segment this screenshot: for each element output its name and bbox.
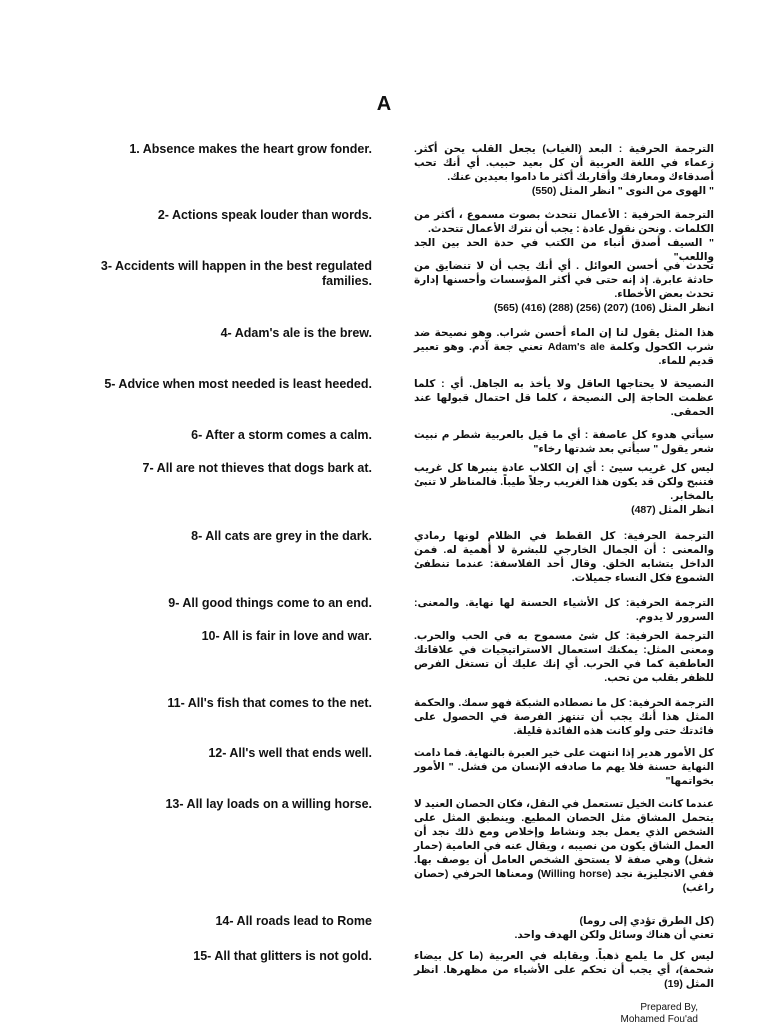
- english-proverb: 4- Adam's ale is the brew.: [220, 326, 372, 340]
- arabic-explanation: الترجمة الحرفية : الأعمال تتحدث بصوت مسموع ، أكثر من الكلمات . ونحن نقول عادة : يجب أن نترك الأعمال تتحدث. " السيف أصدق أنباء من الكتب في حدة الحد بين الجد واللعب": [414, 209, 714, 263]
- english-proverb: 15- All that glitters is not gold.: [193, 949, 372, 963]
- english-proverb: 9- All good things come to an end.: [168, 596, 372, 610]
- english-proverb: 3- Accidents will happen in the best regulated families.: [100, 259, 372, 288]
- english-proverb: 10- All is fair in love and war.: [201, 629, 372, 643]
- arabic-explanation: ليس كل غريب سيئ : أي إن الكلاب عادة ينبرها كل غريب فتنبح ولكن قد يكون هذا الغريب رجلاً طيباً. فالمناظر لا تنبئ بالمخابر. انظر المثل (487): [414, 462, 714, 516]
- arabic-explanation: سيأتي هدوء كل عاصفة : أي ما قيل بالعربية شطر م نبيت شعر يقول " سيأتي بعد شدتها رخاء": [414, 429, 714, 455]
- english-proverb: 1. Absence makes the heart grow fonder.: [129, 142, 372, 156]
- arabic-explanation: النصيحة لا يحتاجها العاقل ولا يأخذ به الجاهل. أي : كلما عظمت الحاجة إلى النصيحة ، كلما قل احتمال قبولها عند الحمقى.: [414, 378, 714, 418]
- arabic-explanation: عندما كانت الخيل تستعمل في النقل، فكان الحصان العنيد لا يتحمل المشاق مثل الحصان المطيع. وينطبق المثل على الشخص الذي يعمل بجد ونشاط وإخلاص ومع ذلك نجد أن العمل الشاق يكون من نصيبه ، ويقال عنه في العامية (حمار شغل) وهي صفة لا يستحق الشخص العامل أن يوصف بها. ففي الانجليزية نجد (Willing horse) ومعناها الحرفي (حصان راغب): [414, 798, 715, 894]
- english-proverb: 2- Actions speak louder than words.: [157, 208, 372, 222]
- english-proverb: 12- All's well that ends well.: [208, 746, 372, 760]
- english-proverb: 13- All lay loads on a willing horse.: [165, 797, 372, 811]
- arabic-explanation: الترجمة الحرفية: كل القطط في الظلام لونها رمادي والمعنى : أن الجمال الخارجي للبشرة لا أهمية له. فمن الداخل يتشابه الخلق. وقال أحد الفلاسفة: عندما تنطفئ الشموع فكل النساء جميلات.: [414, 530, 714, 584]
- arabic-explanation: الترجمة الحرفية : البعد (الغياب) يجعل القلب يحن أكثر. زعماء في اللغة العربية أن كل بعيد حبيب. أي أنك تحب أصدقاءك ومعارفك وأقاربك أكثر ما داموا بعيدين عنك. " الهوى من النوى " انظر المثل (550): [414, 143, 714, 197]
- arabic-explanation: ليس كل ما يلمع ذهباً. ويقابله في العربية (ما كل بيضاء شحمة)، أي يجب أن تحكم على الأشياء من مظهرها. انظر المثل (19): [414, 950, 714, 990]
- english-proverb: 7- All are not thieves that dogs bark at.: [142, 461, 372, 475]
- arabic-explanation: كل الأمور هدير إذا انتهت على خير العبرة بالنهاية. فما دامت النهاية حسنة فلا يهم ما صادفه الإنسان من فشل. " الأمور بخواتمها": [414, 747, 714, 787]
- english-proverb: 11- All's fish that comes to the net.: [167, 696, 372, 710]
- page-letter-heading: A: [376, 93, 392, 115]
- english-proverb: 6- After a storm comes a calm.: [191, 428, 372, 442]
- english-proverb: 8- All cats are grey in the dark.: [191, 529, 372, 543]
- author-credit: Prepared By, Mohamed Fou'ad: [620, 1002, 698, 1025]
- english-proverb: 14- All roads lead to Rome: [215, 914, 372, 928]
- arabic-explanation: الترجمة الحرفية: كل الأشياء الحسنة لها نهاية. والمعنى: السرور لا يدوم.: [414, 597, 714, 623]
- arabic-explanation: الترجمة الحرفية: كل شئ مسموح به في الحب والحرب. ومعنى المثل: يمكنك استعمال الاستراتيجيات في علاقاتك العاطفية كما في الحرب. أي إنك عليك أن تستغل الفرص للظفر بقلب من تحب.: [414, 630, 714, 684]
- arabic-explanation: تحدث في أحسن العوائل . أي أنك يجب أن لا تنضايق من حادثة عابرة. إذ إنه حتى في أكثر المؤسسات وأحسنها إدارة تحدث بعض الأخطاء. انظر المثل (106) (207) (256) (288) (416) (565): [414, 260, 714, 314]
- arabic-explanation: هذا المثل يقول لنا إن الماء أحسن شراب. وهو نصيحة ضد شرب الكحول وكلمة Adam's ale تعني جعة آدم. وهو تعبير قديم للماء.: [414, 327, 714, 367]
- arabic-explanation: (كل الطرق تؤدي إلى روما) تعني أن هناك وسائل ولكن الهدف واحد.: [514, 915, 714, 941]
- arabic-explanation: الترجمة الحرفية: كل ما نصطاده الشبكة فهو سمك. والحكمة المثل هذا أنك يجب أن تنتهز الفرصة في الحصول على فائدتك حتى ولو كانت هذه الفائدة قليلة.: [414, 697, 714, 737]
- english-proverb: 5- Advice when most needed is least heeded.: [104, 377, 372, 391]
